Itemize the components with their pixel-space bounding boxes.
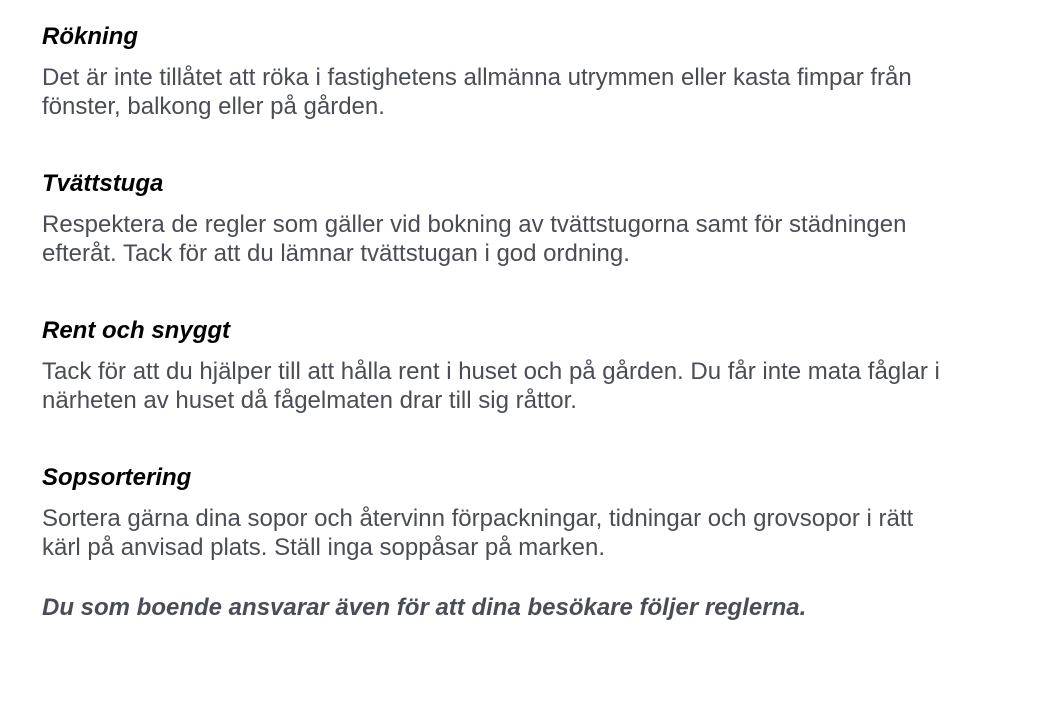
section-heading: Rent och snyggt xyxy=(42,317,231,344)
section-body-line: Sortera gärna dina sopor och återvinn förpackningar, tidningar och grovsopor i rätt xyxy=(42,505,914,532)
section-body-line: Tack för att du hjälper till att hålla rent i huset och på gården. Du får inte mata fåglar i xyxy=(42,358,940,385)
section-body-line: efteråt. Tack för att du lämnar tvättstugan i god ordning. xyxy=(42,240,630,267)
section-body xyxy=(42,210,1022,268)
section-body xyxy=(42,357,1022,415)
section-heading: Rökning xyxy=(42,23,138,50)
section-body-line: Det är inte tillåtet att röka i fastighetens allmänna utrymmen eller kasta fimpar från xyxy=(42,64,912,91)
section-laundry xyxy=(42,170,1022,268)
closing-statement: Du som boende ansvarar även för att dina besökare följer reglerna. xyxy=(42,594,807,621)
section-body xyxy=(42,504,1022,562)
section-body-line: Respektera de regler som gäller vid bokning av tvättstugorna samt för städningen xyxy=(42,211,907,238)
section-heading: Tvättstuga xyxy=(42,170,164,197)
section-smoking xyxy=(42,23,1022,121)
section-heading: Sopsortering xyxy=(42,464,192,491)
section-cleanliness xyxy=(42,317,1022,415)
section-body-line: närheten av huset då fågelmaten drar till sig råttor. xyxy=(42,387,577,414)
section-body xyxy=(42,63,1022,121)
section-body-line: kärl på anvisad plats. Ställ inga soppåsar på marken. xyxy=(42,534,605,561)
section-body-line: fönster, balkong eller på gården. xyxy=(42,93,385,120)
section-waste-sorting xyxy=(42,464,1022,562)
